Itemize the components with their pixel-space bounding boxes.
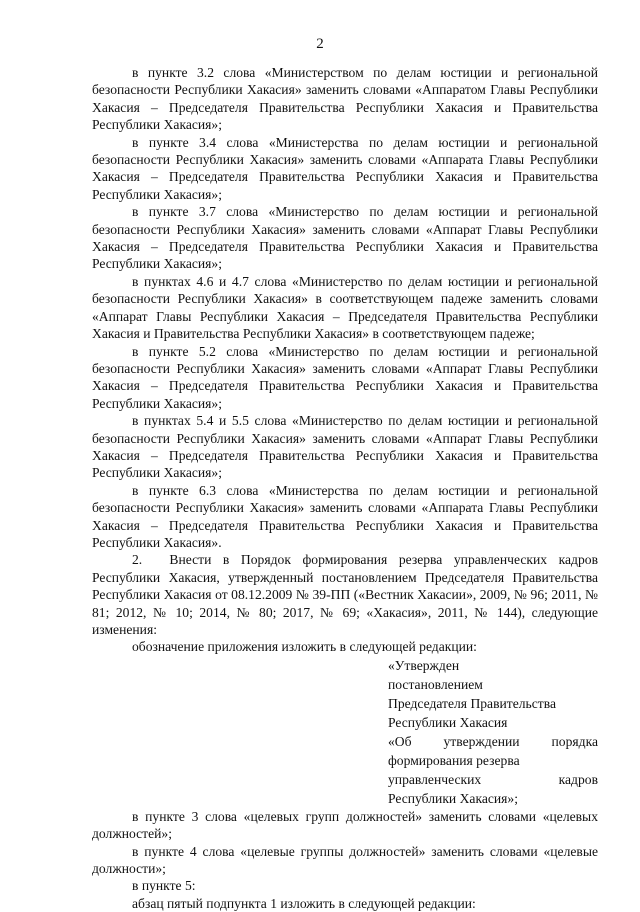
approval-line: «Об утверждении порядка	[388, 733, 598, 749]
page-number: 2	[316, 36, 324, 52]
paragraph-item-3-4: в пункте 3.4 слова «Министерства по делам юстиции и региональной безопасности Республики Хакасия» заменить словами «Аппарата Главы Республики Хакасия – Председателя Правительства Республики Хакасия и Правительства Республики Хакасия»;	[92, 134, 598, 202]
approval-line: Республики Хакасия»;	[388, 790, 519, 806]
approval-block	[388, 656, 598, 808]
approval-line: «Утвержден	[388, 657, 460, 673]
paragraph-item-5-sub-1: абзац пятый подпункта 1 изложить в следующей редакции:	[132, 895, 476, 911]
approval-line: Республики Хакасия	[388, 714, 508, 730]
paragraph-item-5-2: в пункте 5.2 слова «Министерство по делам юстиции и региональной безопасности Республики Хакасия» заменить словами «Аппарат Главы Республики Хакасия – Председателя Правительства Республики Хакасия и Правительства Республики Хакасия»;	[92, 343, 598, 411]
paragraph-item-3-7: в пункте 3.7 слова «Министерство по делам юстиции и региональной безопасности Республики Хакасия» заменить словами «Аппарат Главы Республики Хакасия – Председателя Правительства Республики Хакасия и Правительства Республики Хакасия»;	[92, 204, 598, 272]
paragraph-item-3-groups: в пункте 3 слова «целевых групп должностей» заменить словами «целевых должностей»;	[92, 808, 598, 842]
paragraph-item-6-3: в пункте 6.3 слова «Министерства по делам юстиции и региональной безопасности Республики Хакасия» заменить словами «Аппарата Главы Республики Хакасия – Председателя Правительства Республики Хакасия и Правительства Республики Хакасия».	[92, 482, 598, 550]
paragraph-section-2: 2. Внести в Порядок формирования резерва управленческих кадров Республики Хакасия, утвержденный постановлением Председателя Правительства Республики Хакасия от 08.12.2009 № 39-ПП («Вестник Хакасии», 2009, № 96; 2011, № 81; 2012, № 10; 2014, № 80; 2017, № 69; «Хакасия», 2011, № 144), следующие изменения:	[92, 552, 598, 637]
approval-line: управленческих кадров	[388, 771, 598, 787]
paragraph-item-4-6-4-7: в пунктах 4.6 и 4.7 слова «Министерство по делам юстиции и региональной безопасности Республики Хакасия» в соответствующем падеже заменить словами «Аппарат Главы Республики Хакасия – Председателя Правительства Республики Хакасия и Правительства Республики Хакасия» в соответствующем падеже;	[92, 273, 598, 342]
paragraph-item-5: в пункте 5:	[132, 878, 196, 894]
approval-line: Председателя Правительства	[388, 695, 556, 711]
approval-line: постановлением	[388, 676, 483, 692]
paragraph-item-3-2: в пункте 3.2 слова «Министерством по делам юстиции и региональной безопасности Республики Хакасия» заменить словами «Аппаратом Главы Республики Хакасия – Председателя Правительства Республики Хакасия и Правительства Республики Хакасия»;	[92, 65, 598, 133]
paragraph-item-5-4-5-5: в пунктах 5.4 и 5.5 слова «Министерство по делам юстиции и региональной безопасности Республики Хакасия» заменить словами «Аппарат Главы Республики Хакасия – Председателя Правительства Республики Хакасия и Правительства Республики Хакасия»;	[92, 413, 598, 481]
approval-line: формирования резерва	[388, 752, 520, 768]
paragraph-appendix-designation: обозначение приложения изложить в следующей редакции:	[132, 639, 477, 655]
paragraph-item-4-groups: в пункте 4 слова «целевые группы должностей» заменить словами «целевые должности»;	[92, 843, 598, 877]
document-body	[92, 64, 598, 912]
